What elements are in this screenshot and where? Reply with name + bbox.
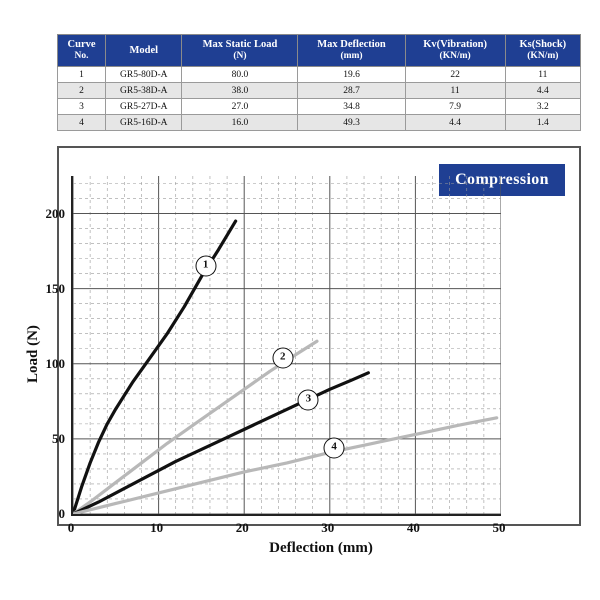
- table-row: [58, 99, 581, 115]
- cell-ks: 3.2: [505, 99, 580, 115]
- col-model: Model: [106, 35, 182, 67]
- cell-max-static-load: 38.0: [182, 83, 298, 99]
- cell-kv: 4.4: [405, 115, 505, 131]
- table-row: [58, 83, 581, 99]
- table-row: [58, 67, 581, 83]
- curve-label-4: 4: [324, 437, 345, 458]
- cell-curve-no: 2: [58, 83, 106, 99]
- spec-table: [57, 34, 581, 131]
- cell-model: GR5-80D-A: [106, 67, 182, 83]
- table-body: [58, 67, 581, 131]
- cell-kv: 11: [405, 83, 505, 99]
- specification-table: [57, 34, 581, 131]
- x-tick-label: 40: [406, 520, 420, 535]
- cell-model: GR5-38D-A: [106, 83, 182, 99]
- x-tick-label: 0: [67, 520, 75, 535]
- y-tick-label: 200: [45, 205, 65, 221]
- col-max-deflection: Max Deflection (mm): [298, 35, 405, 67]
- table-header-row: [58, 35, 581, 67]
- cell-curve-no: 4: [58, 115, 106, 131]
- x-tick-label: 30: [321, 520, 335, 535]
- cell-max-deflection: 28.7: [298, 83, 405, 99]
- compression-badge: Compression: [439, 164, 565, 196]
- x-tick-label: 10: [150, 520, 164, 535]
- cell-model: GR5-16D-A: [106, 115, 182, 131]
- cell-ks: 1.4: [505, 115, 580, 131]
- table-header: [58, 35, 581, 67]
- cell-max-static-load: 16.0: [182, 115, 298, 131]
- y-tick-label: 150: [45, 280, 65, 296]
- plot-area: [71, 176, 501, 516]
- cell-max-static-load: 80.0: [182, 67, 298, 83]
- x-tick-label: 50: [492, 520, 506, 535]
- curve-label-1: 1: [195, 256, 216, 277]
- cell-ks: 11: [505, 67, 580, 83]
- cell-ks: 4.4: [505, 83, 580, 99]
- y-tick-label: 100: [45, 355, 65, 371]
- cell-max-static-load: 27.0: [182, 99, 298, 115]
- y-axis-label: Load (N): [25, 325, 41, 383]
- col-max-static-load: Max Static Load (N): [182, 35, 298, 67]
- cell-kv: 7.9: [405, 99, 505, 115]
- col-curve-no: Curve No.: [58, 35, 106, 67]
- cell-max-deflection: 34.8: [298, 99, 405, 115]
- curve-label-2: 2: [272, 347, 293, 368]
- cell-kv: 22: [405, 67, 505, 83]
- cell-curve-no: 3: [58, 99, 106, 115]
- x-axis-label: Deflection (mm): [269, 540, 373, 556]
- col-ks-shock: Ks(Shock) (KN/m): [505, 35, 580, 67]
- cell-model: GR5-27D-A: [106, 99, 182, 115]
- col-kv-vibration: Kv(Vibration) (KN/m): [405, 35, 505, 67]
- chart-panel: [25, 146, 581, 556]
- y-tick-label: 50: [52, 430, 65, 446]
- cell-max-deflection: 19.6: [298, 67, 405, 83]
- y-tick-label: 0: [58, 506, 65, 521]
- cell-curve-no: 1: [58, 67, 106, 83]
- chart-curves: [73, 176, 501, 514]
- x-tick-label: 20: [235, 520, 249, 535]
- curve-label-3: 3: [298, 389, 319, 410]
- table-row: [58, 115, 581, 131]
- cell-max-deflection: 49.3: [298, 115, 405, 131]
